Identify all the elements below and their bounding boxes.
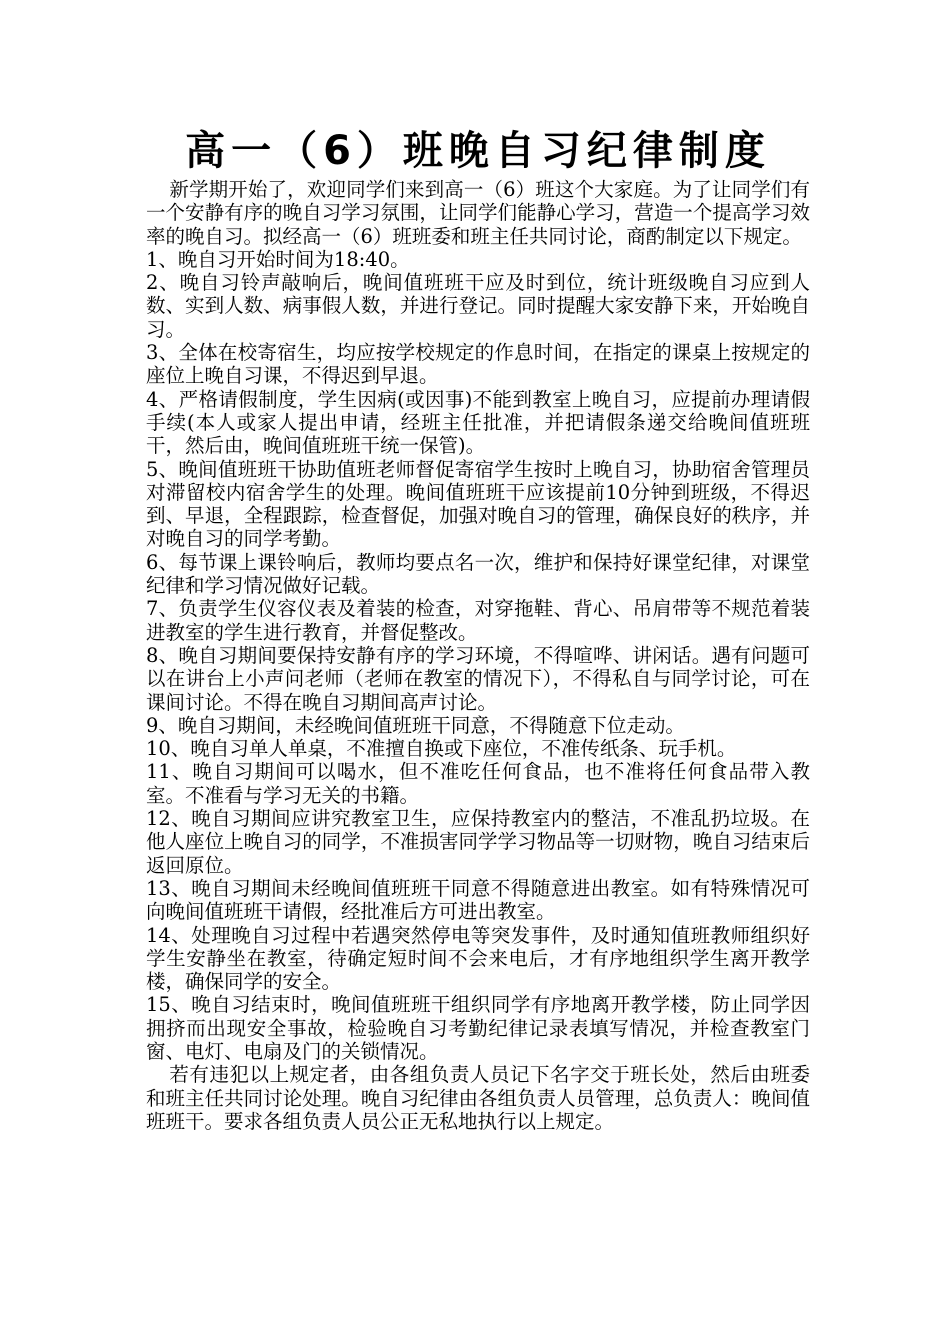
document-page — [146, 126, 810, 1133]
intro-paragraph: 新学期开始了，欢迎同学们来到高一（6）班这个大家庭。为了让同学们有一个安静有序的晚自习学习氛围，让同学们能静心学习，营造一个提高学习效率的晚自习。拟经高一（6）班班委和班主任共同讨论，商酌制定以下规定。 — [146, 178, 810, 248]
rule-8: 8、晚自习期间要保持安静有序的学习环境，不得喧哗、讲闲话。遇有问题可以在讲台上小声问老师（老师在教室的情况下），不得私自与同学讨论，可在课间讨论。不得在晚自习期间高声讨论。 — [146, 643, 810, 714]
rule-4: 4、严格请假制度，学生因病(或因事)不能到教室上晚自习，应提前办理请假手续(本人或家人提出申请，经班主任批准，并把请假条递交给晚间值班班干，然后由，晚间值班班干统一保管)。 — [146, 387, 810, 458]
rule-6: 6、每节课上课铃响后，教师均要点名一次，维护和保持好课堂纪律，对课堂纪律和学习情况做好记载。 — [146, 550, 810, 598]
rule-3: 3、全体在校寄宿生，均应按学校规定的作息时间，在指定的课桌上按规定的座位上晚自习课，不得迟到早退。 — [146, 341, 810, 388]
rule-14: 14、处理晚自习过程中若遇突然停电等突发事件，及时通知值班教师组织好学生安静坐在教室，待确定短时间不会来电后，才有序地组织学生离开教学楼，确保同学的安全。 — [146, 923, 810, 994]
rule-5: 5、晚间值班班干协助值班老师督促寄宿学生按时上晚自习，协助宿舍管理员对滞留校内宿舍学生的处理。晚间值班班干应该提前10分钟到班级，不得迟到、早退，全程跟踪，检查督促，加强对晚自习的管理，确保良好的秩序，并对晚自习的同学考勤。 — [146, 457, 810, 551]
rule-2: 2、晚自习铃声敲响后，晚间值班班干应及时到位，统计班级晚自习应到人数、实到人数、病事假人数，并进行登记。同时提醒大家安静下来，开始晚自习。 — [146, 271, 810, 341]
rule-13: 13、晚自习期间未经晚间值班班干同意不得随意进出教室。如有特殊情况可向晚间值班班干请假，经批准后方可进出教室。 — [146, 876, 810, 924]
rule-1: 1、晚自习开始时间为18:40。 — [146, 247, 410, 271]
rule-9: 9、晚自习期间，未经晚间值班班干同意，不得随意下位走动。 — [146, 713, 685, 737]
rule-10: 10、晚自习单人单桌，不准擅自换或下座位，不准传纸条、玩手机。 — [146, 737, 737, 761]
rule-11: 11、晚自习期间可以喝水，但不准吃任何食品，也不准将任何食品带入教室。不准看与学习无关的书籍。 — [146, 760, 810, 807]
rule-12: 12、晚自习期间应讲究教室卫生，应保持教室内的整洁，不准乱扔垃圾。在他人座位上晚自习的同学，不准损害同学学习物品等一切财物，晚自习结束后返回原位。 — [146, 807, 810, 877]
rule-15: 15、晚自习结束时，晚间值班班干组织同学有序地离开教学楼，防止同学因拥挤而出现安全事故，检验晚自习考勤纪律记录表填写情况，并检查教室门窗、电灯、电扇及门的关锁情况。 — [146, 993, 810, 1063]
closing-paragraph: 若有违犯以上规定者，由各组负责人员记下名字交于班长处，然后由班委和班主任共同讨论处理。晚自习纪律由各组负责人员管理，总负责人：晚间值班班干。要求各组负责人员公正无私地执行以上规定。 — [146, 1063, 810, 1133]
rule-7: 7、负责学生仪容仪表及着装的检查，对穿拖鞋、背心、吊肩带等不规范着装进教室的学生进行教育，并督促整改。 — [146, 597, 810, 644]
document-title: 高一（6）班晚自习纪律制度 — [185, 128, 771, 174]
